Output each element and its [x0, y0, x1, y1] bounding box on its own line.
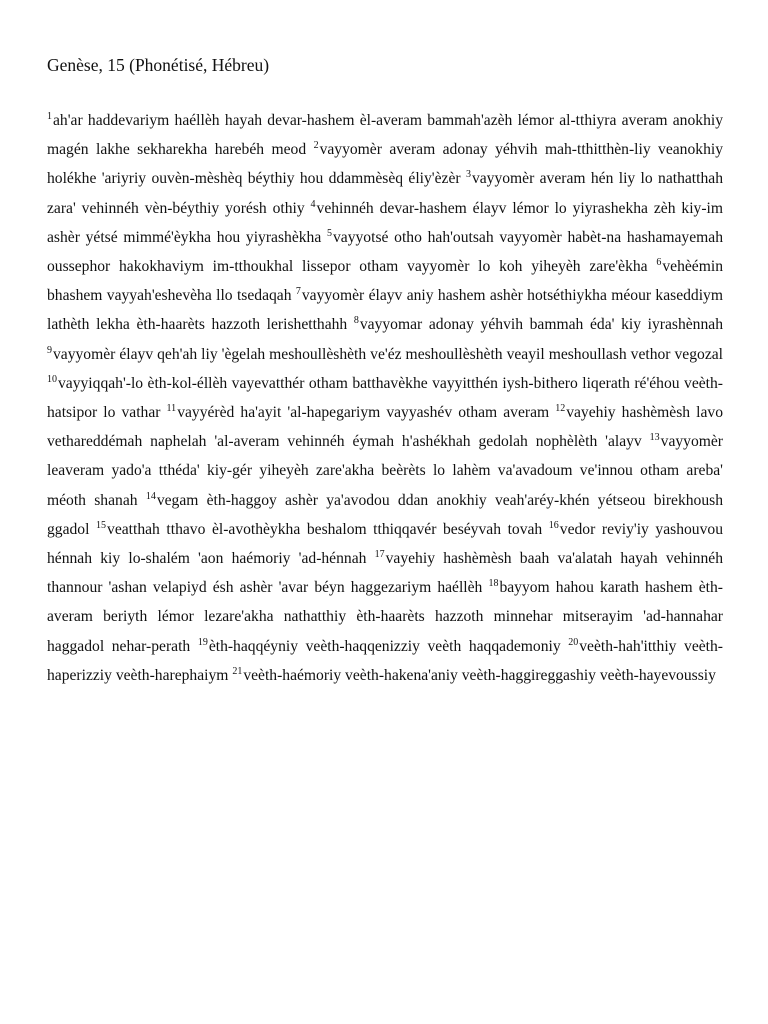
- verse-text: vayehiy hashèmèsh lavo vethareddémah naphelah 'al-averam vehinnéh éymah h'ashékhah gedolah nophèlèth 'alayv: [47, 404, 723, 451]
- verse-number: 16: [548, 519, 559, 531]
- document-page: [47, 52, 723, 690]
- verse-text: vayyérèd ha'ayit 'al-hapegariym vayyashév otham averam: [177, 404, 556, 422]
- verse-text: vayyomèr averam adonay yéhvih mah-tthitthèn-liy veanokhiy holékhe 'ariyriy ouvèn-mèshèq béythiy hou ddammèsèq éliy'èzèr: [47, 141, 723, 188]
- verse-number: 10: [47, 373, 57, 385]
- verse-text: vegam èth-haggoy ashèr ya'avodou ddan anokhiy veah'aréy-khén yétseou birekhoush ggadol: [47, 491, 723, 538]
- verse-text: veatthah tthavo èl-avothèykha beshalom tthiqqavér beséyvah tovah: [107, 520, 549, 538]
- verse-number: 17: [374, 549, 385, 561]
- verse-number: 19: [197, 636, 208, 648]
- verse-number: 1: [47, 111, 52, 122]
- verse-number: 4: [310, 198, 316, 210]
- verse-text: bayyom hahou karath hashem èth-averam beriyth lémor lezare'akha nathatthiy èth-haarèts hazzoth minnehar mitserayim 'ad-hannahar haggadol nehar-perath: [47, 579, 724, 655]
- verse-text: veèth-haémoriy veèth-hakena'aniy veèth-haggireggashiy veèth-hayevoussiy: [243, 666, 716, 684]
- page-title: Genèse, 15 (Phonétisé, Hébreu): [47, 55, 270, 75]
- verse-number: 13: [649, 432, 660, 444]
- verse-number: 11: [166, 403, 177, 415]
- verse-text: vayyomèr élayv qeh'ah liy 'ègelah meshoullèshèth ve'éz meshoullèshèth veayil meshoullash vethor vegozal: [53, 345, 723, 363]
- verse-number: 8: [353, 315, 359, 327]
- verse-text: veèth-hah'itthiy veèth-haperizziy veèth-harephaiym: [47, 637, 723, 684]
- verse-text: vayyomèr leaveram yado'a tthéda' kiy-gér yiheyèh zare'akha beèrèts lo lahèm va'avadoum ve'innou otham areba' méoth shanah: [47, 433, 723, 509]
- verse-number: 21: [232, 665, 243, 677]
- verse-number: 18: [488, 578, 499, 590]
- verse-text: vayyomèr élayv aniy hashem ashèr hotséthiykha méour kaseddiym lathèth lekha èth-haarèts hazzoth lerishetthahh: [47, 287, 723, 334]
- verse-text: vehinnéh devar-hashem élayv lémor lo yiyrashekha zèh kiy-im ashèr yétsé mimmé'èykha hou yiyrashèkha: [47, 199, 723, 246]
- verse-number: 15: [96, 519, 107, 531]
- verse-text: vayehiy hashèmèsh baah va'alatah hayah vehinnéh thannour 'ashan velapiyd ésh ashèr 'avar béyn haggezariym haéllèh: [47, 550, 723, 597]
- verse-number: 5: [327, 227, 332, 239]
- verse-text: vayyomar adonay yéhvih bammah éda' kiy iyrashènnah: [359, 316, 723, 334]
- verse-number: 6: [656, 257, 662, 269]
- verse-number: 9: [47, 344, 52, 356]
- verse-text: vehèémin bhashem vayyah'eshevèha llo tsedaqah: [47, 258, 723, 305]
- verse-number: 12: [555, 403, 566, 415]
- verse-number: 3: [465, 169, 471, 181]
- verse-text: èth-haqqéyniy veèth-haqqenizziy veèth haqqademoniy: [208, 637, 569, 655]
- verse-text: vayyiqqah'-lo èth-kol-éllèh vayevatthér otham batthavèkhe vayyitthén iysh-bithero liqerath ré'éhou veèth-hatsipor lo vathar: [47, 374, 723, 422]
- chapter-text: [47, 106, 723, 690]
- verse-number: 14: [145, 490, 156, 502]
- verse-text: ah'ar haddevariym haéllèh hayah devar-hashem èl-averam bammah'azèh lémor al-tthiyra averam anokhiy magén lakhe sekharekha harebéh meod: [47, 112, 723, 159]
- verse-text: vayyomèr averam hén liy lo nathatthah zara' vehinnéh vèn-béythiy yorésh othiy: [47, 170, 723, 217]
- verse-number: 20: [568, 636, 579, 648]
- verse-number: 7: [295, 286, 301, 298]
- verse-number: 2: [313, 140, 319, 152]
- verse-text: vedor reviy'iy yashouvou hénnah kiy lo-shalém 'aon haémoriy 'ad-hénnah: [47, 520, 723, 568]
- verse-text: vayyotsé otho hah'outsah vayyomèr habèt-na hashamayemah oussephor hakokhaviym im-tthoukhal lissepor otham vayyomèr lo koh yiheyèh zare'èkha: [47, 228, 723, 276]
